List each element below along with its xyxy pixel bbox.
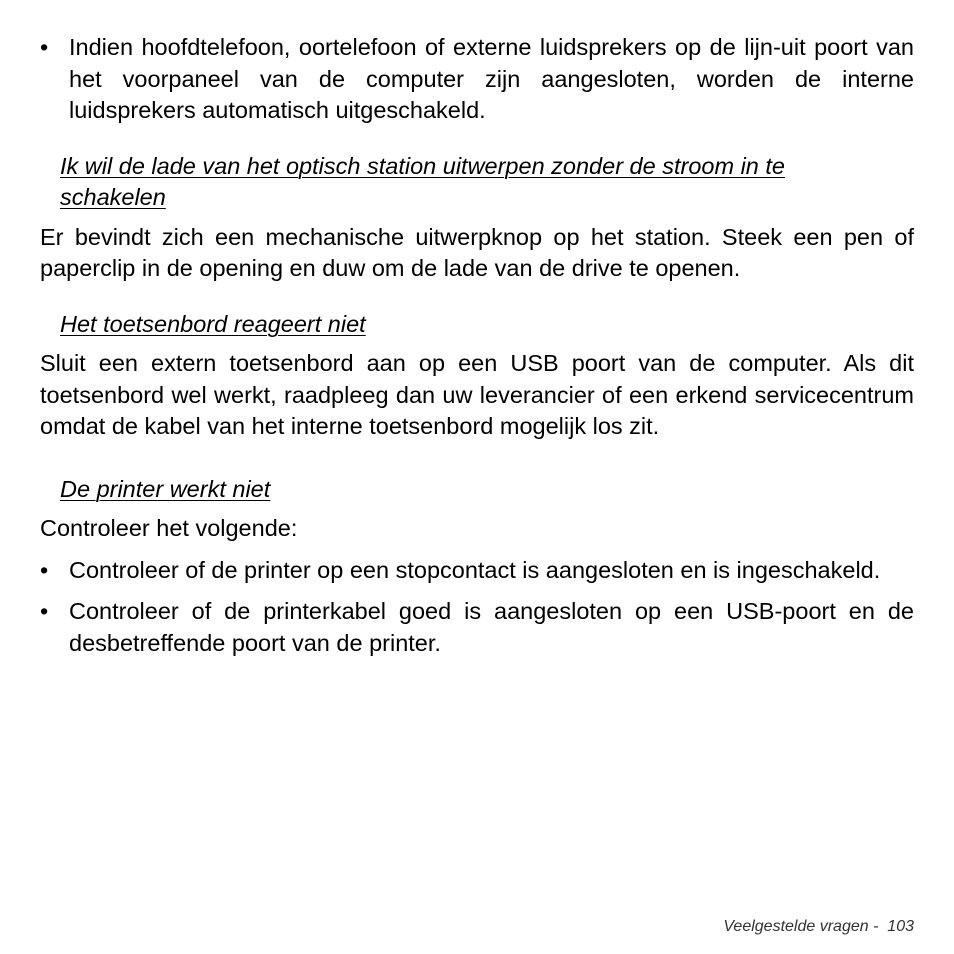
body-keyboard: Sluit een extern toetsenbord aan op een USB poort van de computer. Als dit toetsenbord wel werkt, raadpleeg dan uw leverancier of een erkend servicecentrum omdat de kabel van het interne toetsenbord mogelijk los zit.: [40, 350, 914, 439]
intro-bullet-list: [40, 32, 914, 127]
bullet-marker: •: [40, 556, 49, 583]
bullet-marker: •: [40, 598, 49, 624]
bullet-text: Controleer of de printerkabel goed is aangesloten op een USB-poort en de desbetreffende poort van de printer.: [69, 598, 914, 656]
body-printer-intro: Controleer het volgende:: [40, 515, 298, 541]
heading-printer: De printer werkt niet: [60, 475, 271, 502]
bullet-marker: •: [40, 34, 49, 60]
printer-bullet-list: [40, 555, 914, 660]
page-footer: Veelgestelde vragen - 103: [723, 918, 914, 935]
bullet-text: Indien hoofdtelefoon, oortelefoon of externe luidsprekers op de lijn-uit poort van het voorpaneel van de computer zijn aangesloten, worden de interne luidsprekers automatisch uitgeschakeld.: [69, 34, 914, 123]
list-item: [40, 32, 914, 127]
bullet-text: Controleer of de printer op een stopcontact is aangesloten en is ingeschakeld.: [69, 556, 881, 583]
list-item: [40, 596, 914, 659]
heading-optical-drive: Ik wil de lade van het optisch station uitwerpen zonder de stroom in te schakelen: [60, 152, 785, 210]
body-optical-drive: Er bevindt zich een mechanische uitwerpknop op het station. Steek een pen of paperclip in de opening en duw om de lade van de drive te openen.: [40, 223, 914, 281]
page-content: [40, 32, 914, 659]
list-item: [40, 555, 914, 587]
heading-keyboard: Het toetsenbord reageert niet: [60, 310, 366, 337]
